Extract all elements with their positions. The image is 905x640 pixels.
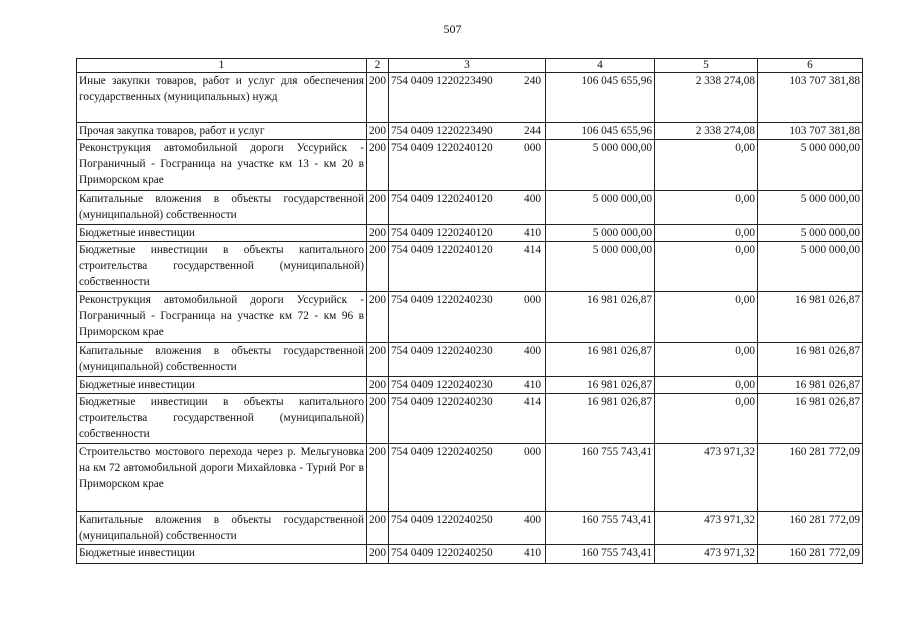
row-code-cell (389, 225, 546, 242)
table-row (77, 73, 863, 123)
table-body (77, 73, 863, 564)
row-amount-col4: 5 000 000,00 (546, 191, 655, 225)
row-section: 200 (367, 140, 389, 191)
row-name: Капитальные вложения в объекты государственной (муниципальной) собственности (77, 343, 367, 377)
row-name: Бюджетные инвестиции в объекты капитального строительства государственной (муниципальной) собственности (77, 394, 367, 444)
row-code-cell (389, 73, 546, 123)
row-amount-col4: 16 981 026,87 (546, 292, 655, 343)
row-amount-col4: 160 755 743,41 (546, 512, 655, 545)
row-code: 754 0409 1220240230 (391, 379, 493, 391)
row-name: Реконструкция автомобильной дороги Уссурийск - Пограничный - Госграница на участке км 13 - км 20 в Приморском крае (77, 140, 367, 191)
row-section: 200 (367, 292, 389, 343)
row-name: Строительство мостового перехода через р. Мельгуновка на км 72 автомобильной дороги Михайловка - Турий Рог в Приморском крае (77, 444, 367, 512)
row-code: 754 0409 1220240120 (391, 142, 493, 154)
row-code: 754 0409 1220240120 (391, 193, 493, 205)
column-header: 5 (655, 59, 758, 73)
row-code-cell (389, 512, 546, 545)
row-amount-col5: 0,00 (655, 292, 758, 343)
row-amount-col6: 160 281 772,09 (758, 545, 863, 564)
table-row (77, 512, 863, 545)
row-amount-col5: 473 971,32 (655, 444, 758, 512)
row-amount-col4: 5 000 000,00 (546, 242, 655, 292)
row-expense-type: 410 (524, 379, 541, 391)
row-amount-col5: 473 971,32 (655, 512, 758, 545)
row-amount-col6: 103 707 381,88 (758, 73, 863, 123)
row-amount-col5: 0,00 (655, 191, 758, 225)
table-row (77, 545, 863, 564)
row-section: 200 (367, 73, 389, 123)
row-code: 754 0409 1220240230 (391, 345, 493, 357)
column-header: 4 (546, 59, 655, 73)
row-expense-type: 410 (524, 547, 541, 559)
row-name: Прочая закупка товаров, работ и услуг (77, 123, 367, 140)
row-section: 200 (367, 545, 389, 564)
row-code: 754 0409 1220240120 (391, 244, 493, 256)
row-amount-col5: 0,00 (655, 140, 758, 191)
row-amount-col5: 2 338 274,08 (655, 123, 758, 140)
column-header: 6 (758, 59, 863, 73)
row-amount-col4: 106 045 655,96 (546, 123, 655, 140)
row-name: Бюджетные инвестиции (77, 545, 367, 564)
row-expense-type: 414 (524, 396, 541, 408)
row-amount-col6: 5 000 000,00 (758, 225, 863, 242)
table-row (77, 444, 863, 512)
row-code-cell (389, 394, 546, 444)
row-amount-col4: 16 981 026,87 (546, 394, 655, 444)
row-expense-type: 240 (524, 75, 541, 87)
table-row (77, 191, 863, 225)
row-code: 754 0409 1220240120 (391, 227, 493, 239)
row-amount-col4: 160 755 743,41 (546, 444, 655, 512)
row-amount-col5: 473 971,32 (655, 545, 758, 564)
row-name: Бюджетные инвестиции (77, 225, 367, 242)
budget-table (76, 58, 863, 564)
row-expense-type: 000 (524, 142, 541, 154)
row-amount-col6: 5 000 000,00 (758, 140, 863, 191)
row-amount-col6: 103 707 381,88 (758, 123, 863, 140)
row-section: 200 (367, 444, 389, 512)
row-name: Иные закупки товаров, работ и услуг для обеспечения государственных (муниципальных) нужд (77, 73, 367, 123)
row-section: 200 (367, 343, 389, 377)
row-code-cell (389, 377, 546, 394)
row-section: 200 (367, 512, 389, 545)
row-amount-col6: 16 981 026,87 (758, 377, 863, 394)
row-code: 754 0409 1220240230 (391, 396, 493, 408)
row-amount-col6: 16 981 026,87 (758, 292, 863, 343)
row-amount-col5: 0,00 (655, 377, 758, 394)
row-amount-col5: 0,00 (655, 394, 758, 444)
table-row (77, 123, 863, 140)
row-amount-col5: 0,00 (655, 225, 758, 242)
row-amount-col6: 16 981 026,87 (758, 394, 863, 444)
column-header: 2 (367, 59, 389, 73)
table-row (77, 292, 863, 343)
row-code-cell (389, 191, 546, 225)
row-code: 754 0409 1220240250 (391, 514, 493, 526)
column-header: 1 (77, 59, 367, 73)
row-code: 754 0409 1220223490 (391, 75, 493, 87)
row-section: 200 (367, 394, 389, 444)
row-amount-col6: 160 281 772,09 (758, 444, 863, 512)
row-code: 754 0409 1220223490 (391, 125, 493, 137)
row-expense-type: 410 (524, 227, 541, 239)
table-row (77, 343, 863, 377)
row-expense-type: 000 (524, 446, 541, 458)
row-code-cell (389, 545, 546, 564)
table-row (77, 225, 863, 242)
row-name: Бюджетные инвестиции (77, 377, 367, 394)
row-expense-type: 400 (524, 345, 541, 357)
row-code-cell (389, 444, 546, 512)
row-amount-col6: 16 981 026,87 (758, 343, 863, 377)
row-code-cell (389, 123, 546, 140)
row-amount-col6: 160 281 772,09 (758, 512, 863, 545)
row-name: Капитальные вложения в объекты государственной (муниципальной) собственности (77, 191, 367, 225)
row-amount-col4: 5 000 000,00 (546, 225, 655, 242)
row-code-cell (389, 292, 546, 343)
row-expense-type: 000 (524, 294, 541, 306)
table-row (77, 242, 863, 292)
column-header: 3 (389, 59, 546, 73)
table-row (77, 377, 863, 394)
row-name: Бюджетные инвестиции в объекты капитального строительства государственной (муниципальной) собственности (77, 242, 367, 292)
table-row (77, 394, 863, 444)
row-expense-type: 400 (524, 514, 541, 526)
row-code-cell (389, 242, 546, 292)
row-expense-type: 414 (524, 244, 541, 256)
row-expense-type: 244 (524, 125, 541, 137)
row-section: 200 (367, 377, 389, 394)
row-amount-col4: 16 981 026,87 (546, 377, 655, 394)
row-amount-col5: 0,00 (655, 242, 758, 292)
row-section: 200 (367, 225, 389, 242)
row-name: Реконструкция автомобильной дороги Уссурийск - Пограничный - Госграница на участке км 72 - км 96 в Приморском крае (77, 292, 367, 343)
row-amount-col6: 5 000 000,00 (758, 242, 863, 292)
row-amount-col6: 5 000 000,00 (758, 191, 863, 225)
row-code: 754 0409 1220240250 (391, 547, 493, 559)
row-section: 200 (367, 191, 389, 225)
row-amount-col5: 2 338 274,08 (655, 73, 758, 123)
row-section: 200 (367, 242, 389, 292)
table-row (77, 140, 863, 191)
row-amount-col4: 160 755 743,41 (546, 545, 655, 564)
row-amount-col4: 106 045 655,96 (546, 73, 655, 123)
page-number: 507 (443, 22, 462, 36)
row-code-cell (389, 343, 546, 377)
row-expense-type: 400 (524, 193, 541, 205)
row-amount-col4: 16 981 026,87 (546, 343, 655, 377)
row-amount-col4: 5 000 000,00 (546, 140, 655, 191)
row-section: 200 (367, 123, 389, 140)
row-name: Капитальные вложения в объекты государственной (муниципальной) собственности (77, 512, 367, 545)
row-code: 754 0409 1220240230 (391, 294, 493, 306)
row-code-cell (389, 140, 546, 191)
row-code: 754 0409 1220240250 (391, 446, 493, 458)
row-amount-col5: 0,00 (655, 343, 758, 377)
table-header-row (77, 59, 863, 73)
